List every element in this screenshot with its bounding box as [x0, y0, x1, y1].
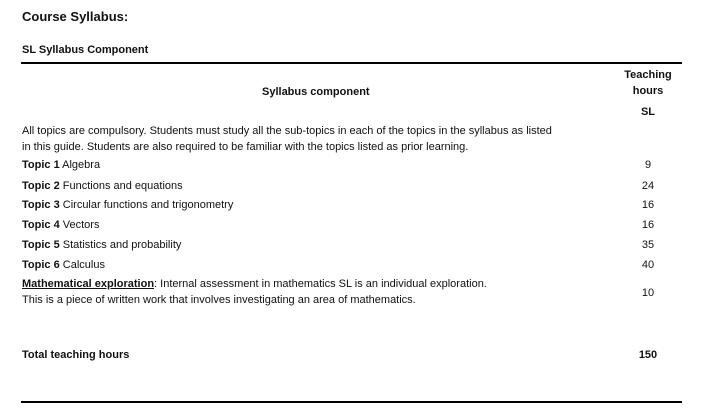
table-row [22, 257, 105, 273]
header-syllabus-component: Syllabus component [262, 86, 370, 98]
table-row [22, 178, 183, 194]
total-label: Total teaching hours [22, 349, 130, 361]
intro-line-1: All topics are compulsory. Students must study all the sub-topics in each of the topics in the syllabus as listed [22, 125, 552, 137]
topic-name: Functions and equations [62, 180, 183, 192]
topic-hours: 16 [641, 199, 655, 211]
topic-label: Topic 3 [22, 199, 60, 211]
topic-name: Statistics and probability [62, 239, 182, 251]
topic-name: Circular functions and trigonometry [62, 199, 234, 211]
topic-name: Algebra [62, 159, 101, 171]
exploration-hours: 10 [641, 287, 655, 299]
exploration-text-1: : Internal assessment in mathematics SL is an individual exploration. [154, 278, 487, 290]
table-row [22, 217, 99, 233]
header-sl: SL [640, 106, 656, 118]
header-teaching-hours-line1: Teaching [624, 69, 672, 81]
table-row [22, 237, 181, 253]
exploration-label: Mathematical exploration [22, 278, 155, 290]
topic-name: Vectors [62, 219, 100, 231]
header-teaching-hours-line2: hours [632, 85, 664, 97]
topic-hours: 40 [641, 259, 655, 271]
topic-label: Topic 6 [22, 259, 60, 271]
exploration-line-2: This is a piece of written work that involves investigating an area of mathematics. [22, 294, 416, 306]
topic-name: Calculus [62, 259, 105, 271]
topic-label: Topic 5 [22, 239, 60, 251]
topic-hours: 35 [641, 239, 655, 251]
topic-hours: 24 [641, 180, 655, 192]
table-row [22, 197, 233, 213]
topic-label: Topic 2 [22, 180, 60, 192]
topic-label: Topic 4 [22, 219, 60, 231]
table-row [22, 157, 100, 173]
page-title: Course Syllabus: [22, 9, 129, 24]
exploration-line-1 [22, 276, 487, 292]
intro-line-2: in this guide. Students are also required to be familiar with the topics listed as prior learning. [22, 141, 469, 153]
topic-hours: 16 [641, 219, 655, 231]
topic-label: Topic 1 [22, 159, 60, 171]
table-top-rule [21, 62, 682, 64]
section-title: SL Syllabus Component [22, 44, 149, 56]
table-bottom-rule [21, 401, 682, 403]
total-hours: 150 [638, 349, 658, 361]
header-teaching-hours [612, 67, 684, 99]
topic-hours: 9 [644, 159, 652, 171]
